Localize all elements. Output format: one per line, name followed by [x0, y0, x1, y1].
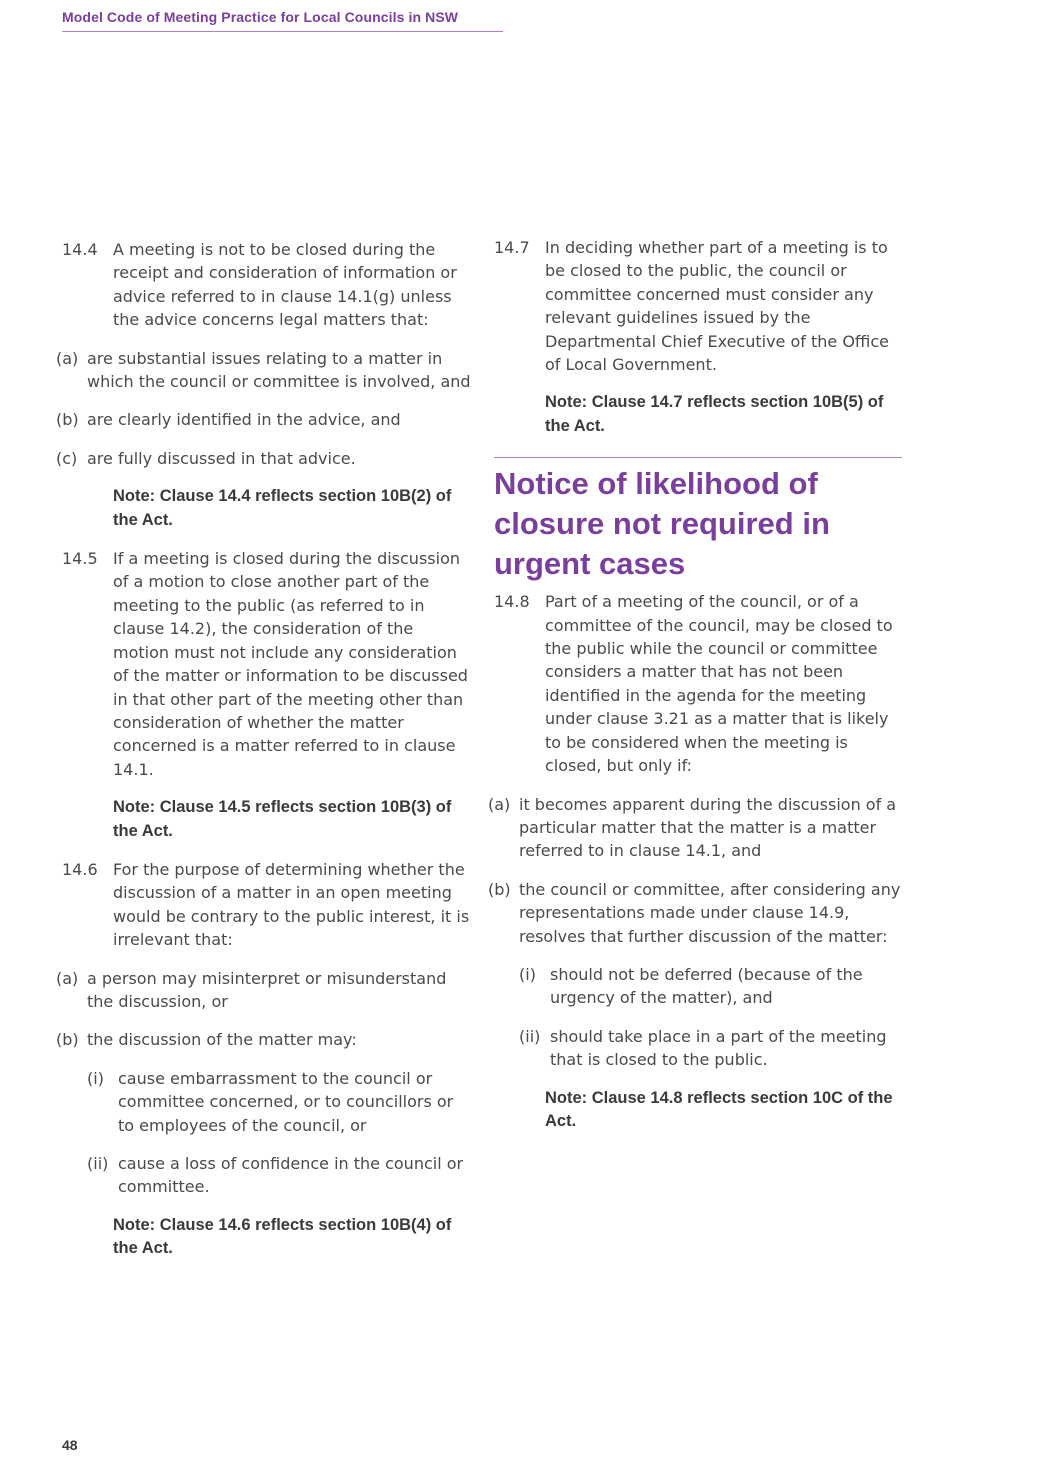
section-divider — [494, 457, 902, 458]
subclause-14-8-b-ii — [519, 1025, 904, 1072]
subclause-text: are fully discussed in that advice. — [87, 448, 356, 468]
note-14-8: Note: Clause 14.8 reflects section 10C of the Act. — [545, 1088, 893, 1130]
clause-text: Part of a meeting of the council, or of a committee of the council, may be closed to the public while the council or committee considers a matter that has not been identified in the agenda for the meeting under clause 3.21 as a matter that is likely to be considered when the meeting is closed, but only if: — [545, 592, 893, 776]
clause-text: In deciding whether part of a meeting is to be closed to the public, the council or committee concerned must consider any relevant guidelines issued by the Departmental Chief Executive of the Office of Local Government. — [545, 238, 890, 375]
subclause-text: are clearly identified in the advice, and — [87, 410, 401, 430]
subclause-14-6-b — [56, 1028, 472, 1051]
subclause-text: the discussion of the matter may: — [87, 1030, 357, 1050]
subclause-text: it becomes apparent during the discussion of a particular matter that the matter is a matter referred to in clause 14.1, and — [519, 794, 897, 861]
subclause-14-8-b-i — [519, 963, 904, 1010]
subclause-label: (a) — [56, 968, 79, 988]
subclause-14-4-a — [56, 347, 472, 394]
clause-number: 14.5 — [62, 549, 98, 569]
clause-text: A meeting is not to be closed during the receipt and consideration of information or advice referred to in clause 14.1(g) unless the advice concerns legal matters that: — [113, 240, 457, 330]
running-header: Model Code of Meeting Practice for Local Councils in NSW — [62, 9, 503, 32]
clause-text: If a meeting is closed during the discussion of a motion to close another part of the meeting to the public (as referred to in clause 14.2), the consideration of the motion must not include any consideration of the matter or information to be discussed in that other part of the meeting other than consideration of whether the matter concerned is a matter referred to in clause 14.1. — [113, 549, 468, 779]
clause-number: 14.4 — [62, 240, 98, 259]
subclause-14-8-a — [488, 793, 904, 863]
subclause-label: (b) — [56, 410, 79, 430]
left-column — [56, 238, 472, 1276]
clause-14-5 — [62, 547, 472, 781]
subclause-label: (b) — [488, 879, 511, 899]
note-14-6: Note: Clause 14.6 reflects section 10B(4) of the Act. — [113, 1215, 452, 1258]
subclause-14-6-a — [56, 967, 472, 1014]
subclause-label: (c) — [56, 448, 78, 468]
clause-number: 14.8 — [494, 592, 530, 612]
clause-14-7 — [494, 236, 904, 376]
subclause-14-8-b — [488, 878, 904, 948]
subclause-text: should take place in a part of the meeting that is closed to the public. — [550, 1026, 887, 1070]
subclause-14-4-c — [56, 447, 472, 470]
subclause-text: the council or committee, after considering any representations made under clause 14.9, resolves that further discussion of the matter: — [519, 879, 901, 946]
subclause-label: (a) — [56, 348, 79, 368]
subclause-text: cause a loss of confidence in the council or committee. — [118, 1154, 464, 1197]
note-14-5: Note: Clause 14.5 reflects section 10B(3) of the Act. — [113, 798, 452, 840]
subclause-label: (i) — [87, 1068, 104, 1088]
subclause-text: cause embarrassment to the council or committee concerned, or to councillors or to employees of the council, or — [118, 1068, 454, 1135]
page-number: 48 — [62, 1437, 78, 1453]
clause-number: 14.6 — [62, 859, 98, 879]
note-14-4: Note: Clause 14.4 reflects section 10B(2) of the Act. — [113, 487, 452, 529]
subclause-14-4-b — [56, 408, 472, 431]
clause-number: 14.7 — [494, 238, 530, 257]
subclause-text: a person may misinterpret or misunderstand the discussion, or — [87, 968, 447, 1011]
subclause-14-6-b-i — [87, 1067, 472, 1137]
subclause-label: (a) — [488, 794, 511, 814]
right-column — [488, 236, 904, 1148]
note-14-7: Note: Clause 14.7 reflects section 10B(5) of the Act. — [545, 393, 884, 435]
clause-text: For the purpose of determining whether the discussion of a matter in an open meeting would be contrary to the public interest, it is irrelevant that: — [113, 859, 470, 950]
subclause-14-6-b-ii — [87, 1152, 472, 1199]
clause-14-6 — [62, 858, 472, 952]
section-heading: Notice of likelihood of closure not required in urgent cases — [494, 466, 830, 582]
subclause-label: (i) — [519, 964, 536, 984]
subclause-text: are substantial issues relating to a matter in which the council or committee is involved, and — [87, 348, 471, 392]
subclause-text: should not be deferred (because of the urgency of the matter), and — [550, 964, 863, 1008]
clause-14-8 — [494, 590, 904, 777]
subclause-label: (ii) — [87, 1154, 109, 1173]
clause-14-4 — [62, 238, 472, 332]
subclause-label: (b) — [56, 1030, 79, 1050]
subclause-label: (ii) — [519, 1026, 541, 1046]
